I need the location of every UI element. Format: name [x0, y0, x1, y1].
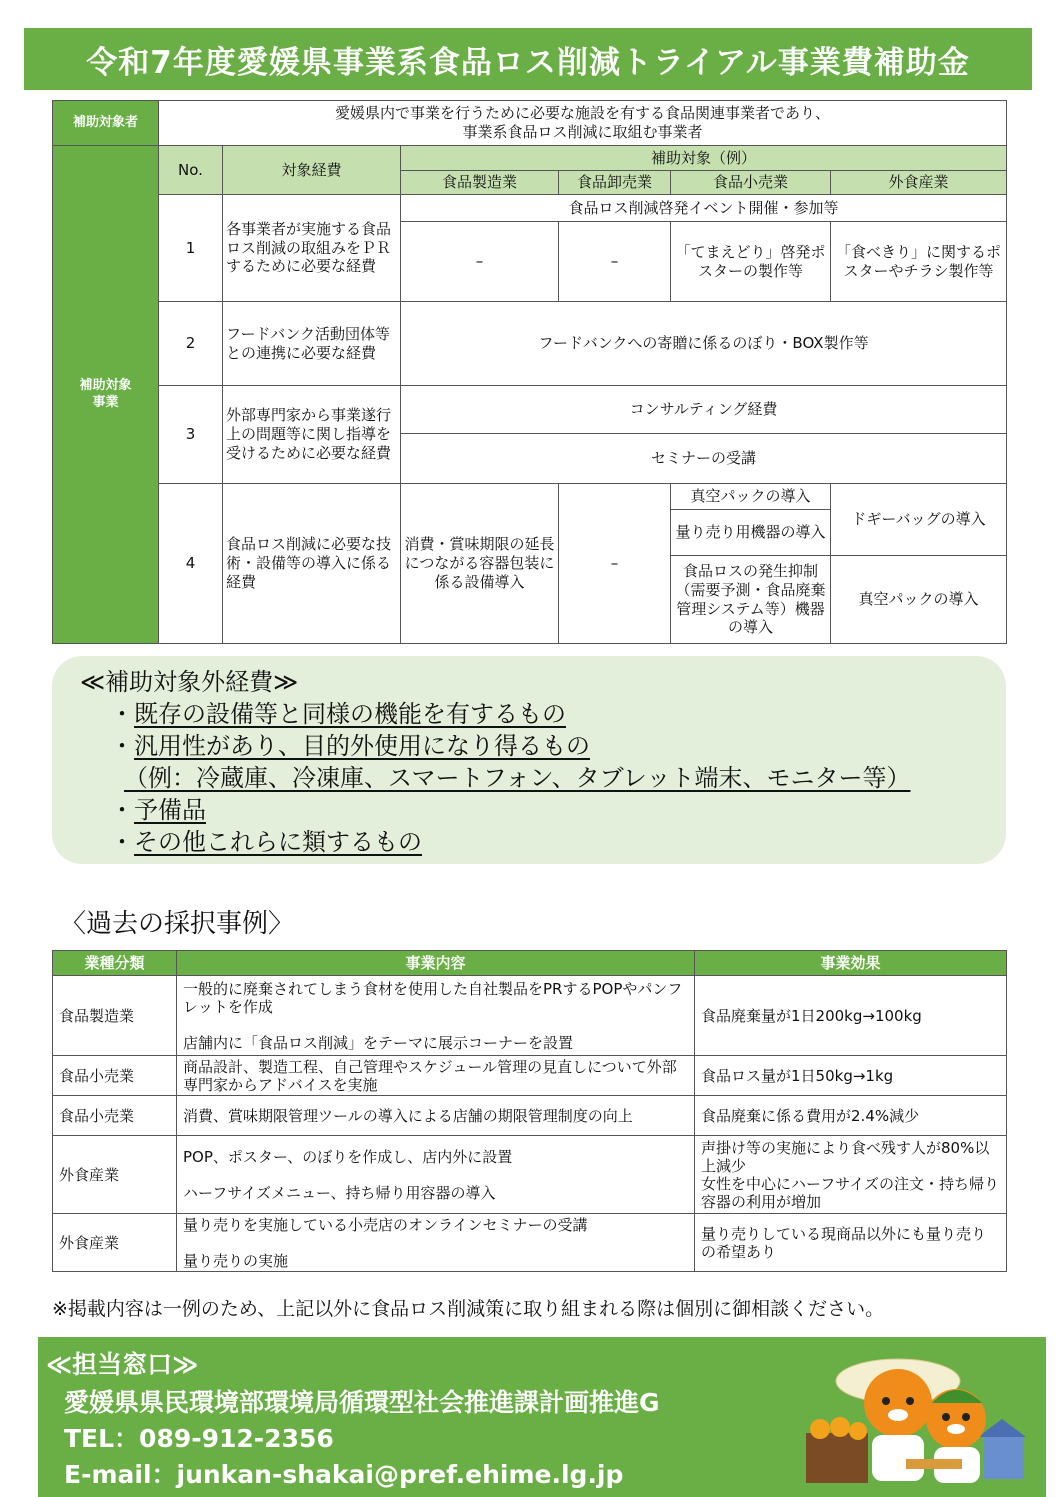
col-wholesale: 食品卸売業: [559, 171, 671, 195]
row4-retail-b: 量り売り用機器の導入: [671, 510, 831, 556]
col-no: No.: [159, 146, 223, 195]
exclusion-item: ・予備品: [110, 796, 206, 824]
exclusion-item: ・その他これらに類するもの: [110, 828, 422, 856]
contact-dept: 愛媛県県民環境部環境局循環型社会推進課計画推進G: [64, 1388, 660, 1417]
table-row: 外食産業 POP、ポスター、のぼりを作成し、店内外に設置 ハーフサイズメニュー、持ち帰り用容器の導入 声掛け等の実施により食べ残す人が80%以上減少 女性を中心にハーフサイズの注文・持ち帰り容器の利用が増加: [53, 1136, 1007, 1214]
past-cases-table: [52, 950, 1007, 1272]
table-row: 外食産業 量り売りを実施している小売店のオンラインセミナーの受講 量り売りの実施 量り売りしている現商品以外にも量り売りの希望あり: [53, 1214, 1007, 1272]
header-effect: 事業効果: [695, 951, 1007, 976]
row2-no: 2: [159, 302, 223, 386]
table-row: 食品製造業 一般的に廃棄されてしまう食材を使用した自社製品をPRするPOPやパンフレットを作成 店舗内に「食品ロス削減」をテーマに展示コーナーを設置 食品廃棄量が1日200kg→100kg: [53, 976, 1007, 1056]
row1-manufacturing: –: [401, 222, 559, 302]
row4-no: 4: [159, 484, 223, 644]
row1-restaurant: 「食べきり」に関するポスターやチラシ製作等: [831, 222, 1007, 302]
exclusions-box: [52, 656, 1006, 864]
disclaimer-note: ※掲載内容は一例のため、上記以外に食品ロス削減策に取り組まれる際は個別に御相談ください。: [52, 1298, 885, 1320]
col-examples: 補助対象（例）: [401, 146, 1007, 171]
target-text: 愛媛県内で事業を行うために必要な施設を有する食品関連事業者であり、 事業系食品ロス削減に取組む事業者: [159, 101, 1007, 146]
row3-no: 3: [159, 386, 223, 484]
contact-heading: ≪担当窓口≫: [46, 1350, 199, 1379]
row3-cost: 外部専門家から事業遂行上の問題等に関し指導を受けるために必要な経費: [223, 386, 401, 484]
page-title: 令和7年度愛媛県事業系食品ロス削減トライアル事業費補助金: [24, 28, 1032, 90]
contact-tel: TEL：089-912-2356: [64, 1424, 334, 1453]
col-manufacturing: 食品製造業: [401, 171, 559, 195]
row2-all: フードバンクへの寄贈に係るのぼり・BOX製作等: [401, 302, 1007, 386]
table-row: 食品小売業 商品設計、製造工程、自己管理やスケジュール管理の見直しについて外部専門家からアドバイスを実施 食品ロス量が1日50kg→1kg: [53, 1056, 1007, 1096]
contact-email: E-mail：junkan-shakai@pref.ehime.lg.jp: [64, 1460, 624, 1489]
row3-seminar: セミナーの受講: [401, 434, 1007, 484]
row4-retail-c: 食品ロスの発生抑制（需要予測・食品廃棄管理システム等）機器の導入: [671, 556, 831, 644]
col-restaurant: 外食産業: [831, 171, 1007, 195]
mikyan-mascot-icon: [806, 1341, 1038, 1491]
row1-cost: 各事業者が実施する食品ロス削減の取組みをＰＲするために必要な経費: [223, 195, 401, 302]
table-row: 食品小売業 消費、賞味期限管理ツールの導入による店舗の期限管理制度の向上 食品廃棄に係る費用が2.4%減少: [53, 1096, 1007, 1136]
exclusions-heading: ≪補助対象外経費≫: [80, 668, 299, 696]
exclusion-item: ・既存の設備等と同様の機能を有するもの: [110, 700, 566, 728]
col-cost: 対象経費: [223, 146, 401, 195]
col-retail: 食品小売業: [671, 171, 831, 195]
business-label: 補助対象 事業: [53, 146, 159, 644]
subsidy-table: [52, 100, 1007, 644]
row1-retail: 「てまえどり」啓発ポスターの製作等: [671, 222, 831, 302]
past-cases-title: 〈過去の採択事例〉: [60, 909, 295, 939]
exclusion-item: ・汎用性があり、目的外使用になり得るもの: [110, 732, 590, 760]
row4-retail-a: 真空パックの導入: [671, 484, 831, 510]
row4-wholesale: –: [559, 484, 671, 644]
exclusion-example: （例：冷蔵庫、冷凍庫、スマートフォン、タブレット端末、モニター等）: [124, 764, 911, 792]
row1-wholesale: –: [559, 222, 671, 302]
row4-restaurant-b: 真空パックの導入: [831, 556, 1007, 644]
contact-box: [38, 1337, 1046, 1497]
row1-no: 1: [159, 195, 223, 302]
row1-all: 食品ロス削減啓発イベント開催・参加等: [401, 195, 1007, 222]
row3-consulting: コンサルティング経費: [401, 386, 1007, 434]
row4-manufacturing: 消費・賞味期限の延長につながる容器包装に係る設備導入: [401, 484, 559, 644]
header-content: 事業内容: [177, 951, 695, 976]
row2-cost: フードバンク活動団体等との連携に必要な経費: [223, 302, 401, 386]
target-label: 補助対象者: [53, 101, 159, 146]
header-industry: 業種分類: [53, 951, 177, 976]
row4-restaurant-a: ドギーバッグの導入: [831, 484, 1007, 556]
row4-cost: 食品ロス削減に必要な技術・設備等の導入に係る経費: [223, 484, 401, 644]
